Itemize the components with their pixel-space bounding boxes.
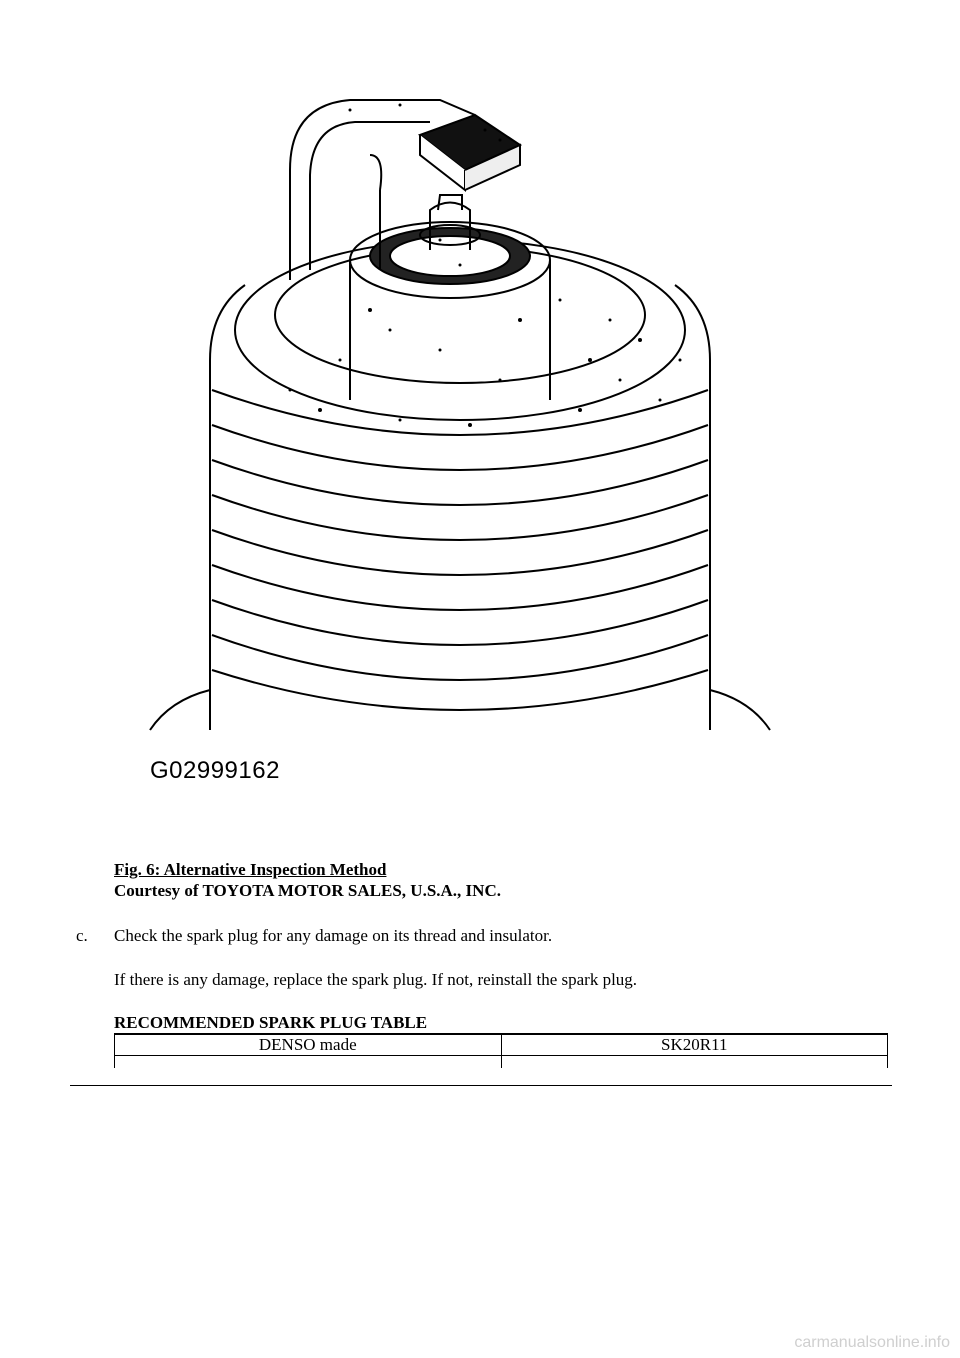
table-cell-empty: [115, 1056, 502, 1069]
figure-caption-block: [114, 859, 501, 901]
spark-plug-table: [114, 1033, 888, 1068]
procedure-step: [76, 925, 896, 947]
step-letter: c.: [76, 926, 88, 945]
table-cell-empty: [501, 1056, 888, 1069]
spark-plug-illustration: [140, 60, 780, 740]
table-cell-manufacturer: DENSO made: [115, 1034, 502, 1056]
figure-caption-link[interactable]: Fig. 6: Alternative Inspection Method: [114, 860, 387, 879]
step-text: Check the spark plug for any damage on its thread and insulator.: [114, 926, 553, 945]
figure-courtesy: Courtesy of TOYOTA MOTOR SALES, U.S.A., INC.: [114, 881, 501, 900]
table-row: [115, 1056, 888, 1069]
table-row: [115, 1034, 888, 1056]
table-title: RECOMMENDED SPARK PLUG TABLE: [114, 1013, 428, 1032]
page-divider: [70, 1085, 892, 1086]
figure-image-id: G02999162: [150, 757, 280, 784]
table-cell-part-number: SK20R11: [501, 1034, 888, 1056]
site-watermark: carmanualsonline.info: [794, 1334, 950, 1351]
step-note: If there is any damage, replace the spark plug. If not, reinstall the spark plug.: [114, 970, 638, 989]
